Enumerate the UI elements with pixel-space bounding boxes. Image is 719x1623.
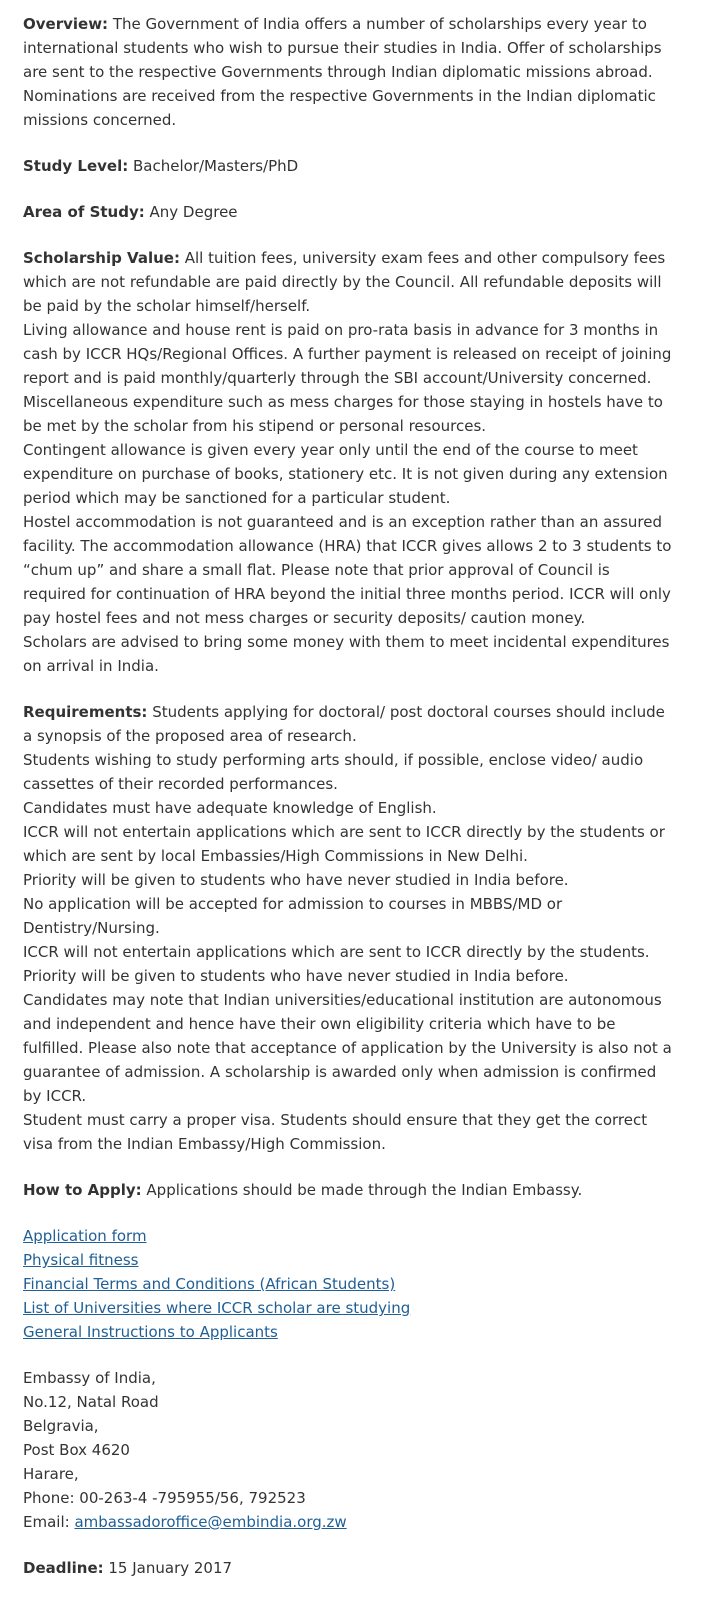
deadline-section (23, 1556, 673, 1580)
requirements-text: Students applying for doctoral/ post doctoral courses should include a synopsis of the proposed area of research. (23, 703, 665, 745)
scholarship-value-section (23, 246, 673, 678)
overview-section (23, 12, 673, 132)
requirements-paragraph: Candidates must have adequate knowledge of English. (23, 799, 437, 817)
scholarship-value-paragraph (23, 246, 673, 318)
overview-text: The Government of India offers a number of scholarships every year to international students who wish to pursue their studies in India. Offer of scholarships are sent to the respective Governments through Indian diplomatic missions abroad. Nominations are received from the respective Governments in the Indian diplomatic missions concerned. (23, 15, 662, 129)
email-link[interactable]: ambassadoroffice@embindia.org.zw (74, 1513, 347, 1531)
address-line: Embassy of India, (23, 1369, 156, 1387)
overview-label: Overview: (23, 15, 109, 33)
requirements-paragraph: Priority will be given to students who have never studied in India before. (23, 967, 569, 985)
area-of-study-section (23, 200, 673, 224)
scholarship-value-paragraph: Living allowance and house rent is paid on pro-rata basis in advance for 3 months in cash by ICCR HQs/Regional Offices. A further payment is released on receipt of joining report and is paid monthly/quarterly through the SBI account/University concerned. (23, 321, 672, 387)
requirements-paragraph: Student must carry a proper visa. Students should ensure that they get the correct visa from the Indian Embassy/High Commission. (23, 1111, 648, 1153)
scholarship-value-paragraph: Hostel accommodation is not guaranteed and is an exception rather than an assured facility. The accommodation allowance (HRA) that ICCR gives allows 2 to 3 students to “chum up” and share a small flat. Please note that prior approval of Council is required for continuation of HRA beyond the initial three months period. ICCR will only pay hostel fees and not mess charges or security deposits/ caution money. (23, 513, 672, 627)
scholarship-value-paragraph: Contingent allowance is given every year only until the end of the course to meet expenditure on purchase of books, stationery etc. It is not given during any extension period which may be sanctioned for a particular student. (23, 441, 668, 507)
scholarship-value-paragraph: Scholars are advised to bring some money with them to meet incidental expenditures on arrival in India. (23, 633, 670, 675)
link-line (23, 1296, 673, 1320)
how-to-apply-section (23, 1178, 673, 1202)
email-label: Email: (23, 1513, 75, 1531)
how-to-apply-label: How to Apply: (23, 1181, 142, 1199)
study-level-section (23, 154, 673, 178)
deadline-paragraph (23, 1556, 673, 1580)
email-line (23, 1510, 673, 1534)
application-form-link[interactable]: Application form (23, 1227, 147, 1245)
link-line (23, 1224, 673, 1248)
physical-fitness-link[interactable]: Physical fitness (23, 1251, 139, 1269)
scholarship-value-text: All tuition fees, university exam fees and other compulsory fees which are not refundable are paid directly by the Council. All refundable deposits will be paid by the scholar himself/herself. (23, 249, 666, 315)
link-line (23, 1272, 673, 1296)
address-line: Harare, (23, 1465, 79, 1483)
financial-terms-link[interactable]: Financial Terms and Conditions (African Students) (23, 1275, 396, 1293)
requirements-label: Requirements: (23, 703, 148, 721)
embassy-address (23, 1366, 673, 1534)
area-of-study-text: Any Degree (144, 203, 238, 221)
address-line: No.12, Natal Road (23, 1393, 159, 1411)
requirements-paragraph: Students wishing to study performing arts should, if possible, enclose video/ audio cassettes of their recorded performances. (23, 751, 644, 793)
deadline-text: 15 January 2017 (103, 1559, 233, 1577)
area-of-study-label: Area of Study: (23, 203, 145, 221)
link-line (23, 1248, 673, 1272)
requirements-paragraph (23, 700, 673, 748)
how-to-apply-paragraph (23, 1178, 673, 1202)
requirements-paragraph: Candidates may note that Indian universities/educational institution are autonomous and independent and hence have their own eligibility criteria which have to be fulfilled. Please also note that acceptance of application by the University is also not a guarantee of admission. A scholarship is awarded only when admission is confirmed by ICCR. (23, 991, 672, 1105)
scholarship-value-label: Scholarship Value: (23, 249, 180, 267)
overview-paragraph (23, 12, 673, 132)
study-level-paragraph (23, 154, 673, 178)
scholarship-value-paragraph: Miscellaneous expenditure such as mess charges for those staying in hostels have to be met by the scholar from his stipend or personal resources. (23, 393, 663, 435)
area-of-study-paragraph (23, 200, 673, 224)
general-instructions-link[interactable]: General Instructions to Applicants (23, 1323, 278, 1341)
requirements-paragraph: ICCR will not entertain applications which are sent to ICCR directly by the students. (23, 943, 650, 961)
requirements-paragraph: ICCR will not entertain applications which are sent to ICCR directly by the students or which are sent by local Embassies/High Commissions in New Delhi. (23, 823, 665, 865)
universities-list-link[interactable]: List of Universities where ICCR scholar are studying (23, 1299, 411, 1317)
phone-line: Phone: 00-263-4 -795955/56, 792523 (23, 1489, 306, 1507)
study-level-label: Study Level: (23, 157, 129, 175)
address-line: Post Box 4620 (23, 1441, 130, 1459)
link-line (23, 1320, 673, 1344)
deadline-label: Deadline: (23, 1559, 104, 1577)
study-level-text: Bachelor/Masters/PhD (128, 157, 299, 175)
requirements-paragraph: No application will be accepted for admission to courses in MBBS/MD or Dentistry/Nursing. (23, 895, 563, 937)
scholarship-article (23, 12, 673, 1602)
document-links (23, 1224, 673, 1344)
address-line: Belgravia, (23, 1417, 99, 1435)
requirements-paragraph: Priority will be given to students who have never studied in India before. (23, 871, 569, 889)
how-to-apply-text: Applications should be made through the Indian Embassy. (141, 1181, 583, 1199)
requirements-section (23, 700, 673, 1156)
